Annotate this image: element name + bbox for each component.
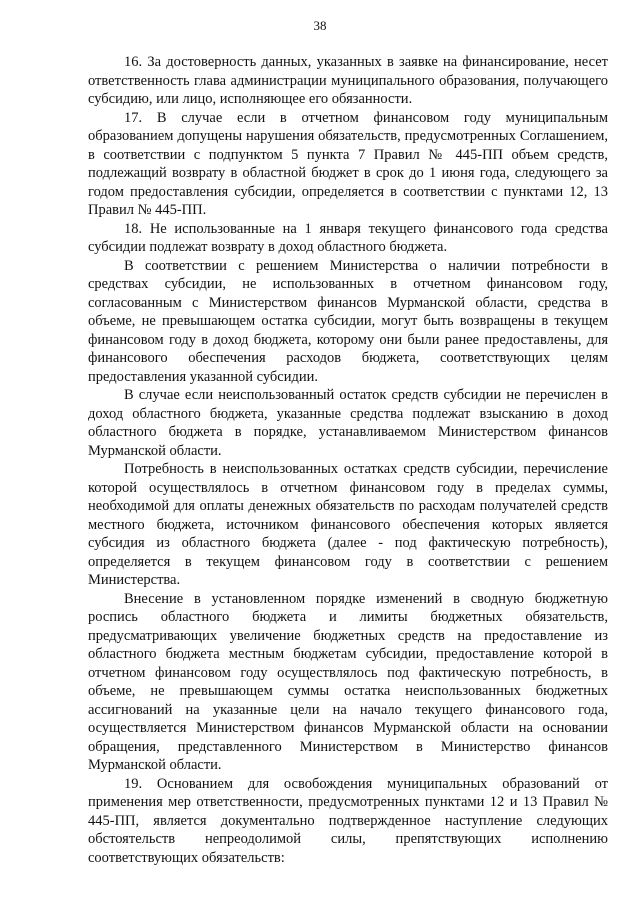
paragraph-18: 18. Не использованные на 1 января текущего финансового года средства субсидии подлежат возврату в доход областного бюджета. — [88, 220, 608, 255]
document-body — [88, 53, 608, 867]
paragraph-19: 19. Основанием для освобождения муниципальных образований от применения мер ответственности, предусмотренных пунктами 12 и 13 Правил № 445-ПП, является документально подтвержденное наступление следующих обстоятельств непреодолимой силы, препятствующих исполнению соответствующих обязательств: — [88, 775, 608, 866]
paragraph-unused-balance: В случае если неиспользованный остаток средств субсидии не перечислен в доход областного бюджета, указанные средства подлежат взысканию в доход областного бюджета в порядке, устанавливаемом Министерством финансов Мурманской области. — [88, 387, 608, 459]
page-number: 38 — [313, 18, 327, 33]
paragraph-16: 16. За достоверность данных, указанных в заявке на финансирование, несет ответственность глава администрации муниципального образования, получающего субсидию, или лицо, исполняющее его обязанности. — [88, 54, 608, 107]
paragraph-17: 17. В случае если в отчетном финансовом году муниципальным образованием допущены нарушения обязательств, предусмотренных Соглашением, в соответствии с подпунктом 5 пункта 7 Правил № 445-ПП объем средств, подлежащий возврату в областной бюджет в срок до 1 июня года, следующего за годом предоставления субсидии, определяется в соответствии с пунктами 12, 13 Правил № 445-ПП. — [88, 109, 608, 218]
paragraph-ministry-decision: В соответствии с решением Министерства о наличии потребности в средствах субсидии, не использованных в отчетном финансовом году, согласованным с Министерством финансов Мурманской области, средства в объеме, не превышающем остатка субсидии, могут быть возвращены в текущем финансовом году в доход бюджета, которому они были ранее предоставлены, для финансового обеспечения расходов бюджета, соответствующих целям предоставления указанной субсидии. — [88, 257, 608, 385]
paragraph-budget-changes: Внесение в установленном порядке изменений в сводную бюджетную роспись областного бюджета и лимиты бюджетных обязательств, предусматривающих увеличение бюджетных средств на предоставление из областного бюджета местным бюджетам субсидии, предоставление которой в отчетном финансовом году осуществлялось под фактическую потребность, в объеме, не превышающем суммы остатка неиспользованных бюджетных ассигнований на указанные цели на начало текущего финансового года, осуществляется Министерством финансов Мурманской области на основании обращения, представленного Министерством в Министерство финансов Мурманской области. — [88, 590, 608, 773]
paragraph-actual-need: Потребность в неиспользованных остатках средств субсидии, перечисление которой осуществлялось в отчетном финансовом году в пределах суммы, необходимой для оплаты денежных обязательств по расходам получателей средств местного бюджета, источником финансового обеспечения которых является субсидия из областного бюджета (далее - под фактическую потребность), определяется в текущем финансовом году в соответствии с решением Министерства. — [88, 461, 608, 588]
